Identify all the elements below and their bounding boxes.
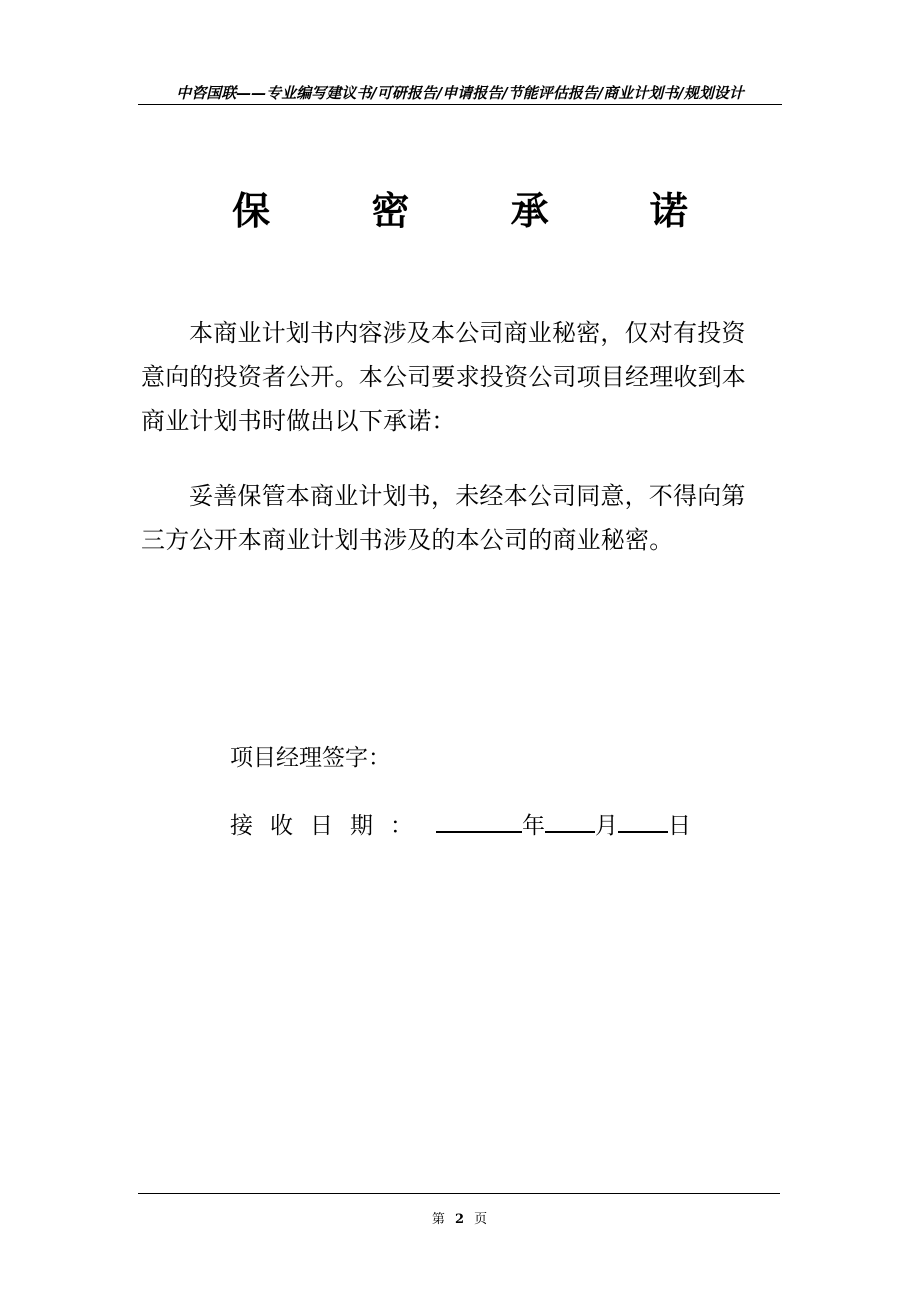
year-blank [436,807,522,833]
signature-label: 项目经理签字： [230,745,391,771]
month-label: 月 [595,813,618,839]
page-number-prefix: 第 [431,1212,446,1227]
page-footer [0,1208,920,1227]
receipt-date-label: 接收日期： [230,813,430,839]
footer-divider [138,1193,780,1194]
body-paragraph-2: 妥善保管本商业计划书，未经本公司同意，不得向第三方公开本商业计划书涉及的本公司的商业秘密。 [141,482,746,554]
page-header: 中咨国联——专业编写建议书/可研报告/申请报告/节能评估报告/商业计划书/规划设计 [176,84,744,102]
day-blank [618,807,668,833]
year-label: 年 [522,813,545,839]
header-divider [138,104,782,105]
receipt-date-row [230,807,691,845]
page-number: 2 [454,1212,466,1227]
body-paragraph-1: 本商业计划书内容涉及本公司商业秘密，仅对有投资意向的投资者公开。本公司要求投资公司项目经理收到本商业计划书时做出以下承诺： [141,319,746,435]
page-number-suffix: 页 [474,1212,489,1227]
month-blank [545,807,595,833]
page-title: 保 密 承 诺 [232,189,732,233]
day-label: 日 [668,813,691,839]
